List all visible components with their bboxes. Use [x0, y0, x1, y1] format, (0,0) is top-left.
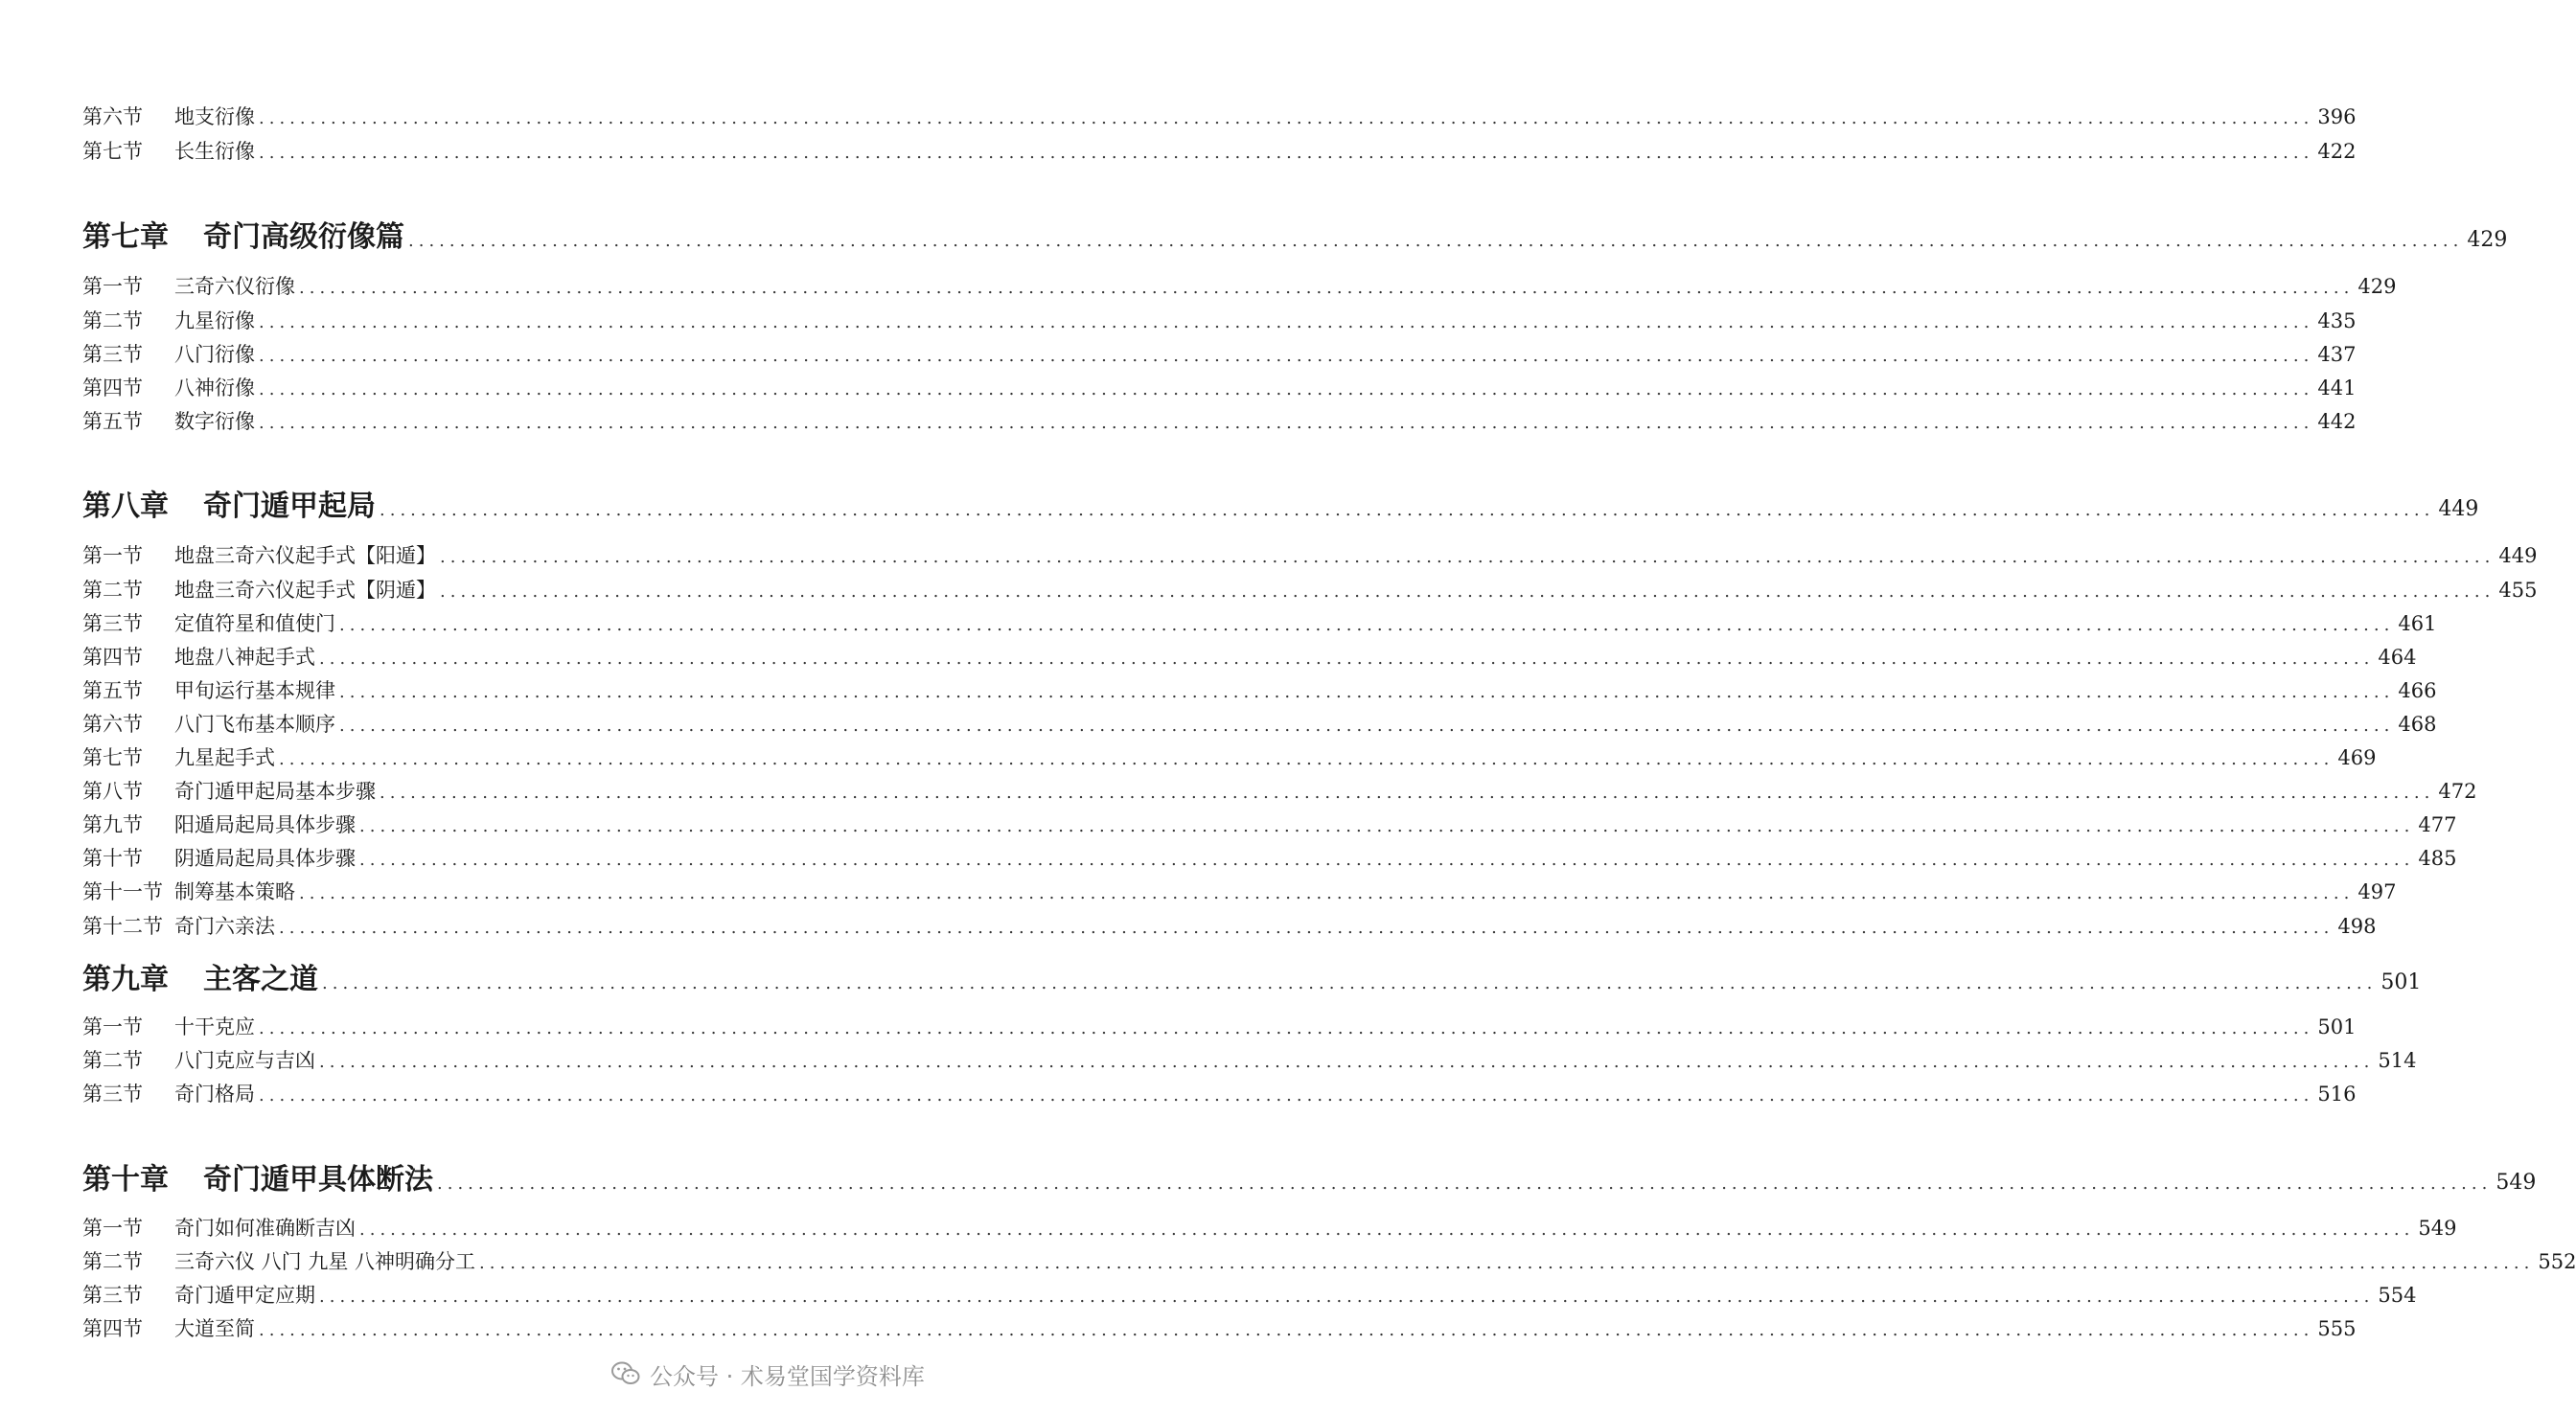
dot-leader: ........................................................................................................................................................................................................	[259, 1018, 2314, 1038]
entry-page-number: 477	[2418, 813, 2457, 836]
entry-page-number: 516	[2317, 1083, 2357, 1106]
entry-title: 八门衍像	[174, 343, 255, 366]
entry-number: 第三节	[82, 612, 143, 635]
dot-leader: ........................................................................................................................................................................................................	[259, 346, 2314, 366]
entry-page-number: 501	[2380, 970, 2422, 994]
entry-title: 八神衍像	[174, 376, 255, 399]
entry-page-number: 461	[2398, 612, 2437, 635]
toc-section-entry	[82, 406, 2357, 435]
entry-number: 第八章	[82, 490, 169, 523]
entry-number: 第一节	[82, 544, 143, 567]
toc-section-entry	[82, 1246, 2576, 1275]
dot-leader: ........................................................................................................................................................................................................	[437, 1174, 2493, 1194]
entry-title: 三奇六仪 八门 九星 八神明确分工	[174, 1250, 476, 1273]
entry-number: 第二节	[82, 1250, 143, 1273]
dot-leader: ........................................................................................................................................................................................................	[259, 1085, 2314, 1106]
toc-section-entry	[82, 102, 2357, 130]
entry-page-number: 429	[2358, 275, 2397, 298]
toc-chapter-entry	[82, 1155, 2537, 1197]
toc-section-entry	[82, 742, 2377, 771]
dot-leader: ........................................................................................................................................................................................................	[299, 883, 2355, 903]
toc-section-entry	[82, 877, 2397, 905]
dot-leader: ........................................................................................................................................................................................................	[479, 1253, 2535, 1273]
entry-number: 第十节	[82, 847, 143, 870]
entry-number: 第九节	[82, 813, 143, 836]
toc-section-entry	[82, 675, 2437, 704]
toc-section-entry	[82, 136, 2357, 165]
dot-leader: ........................................................................................................................................................................................................	[339, 716, 2395, 736]
dot-leader: ........................................................................................................................................................................................................	[380, 500, 2435, 520]
entry-number: 第七章	[82, 220, 169, 254]
dot-leader: ........................................................................................................................................................................................................	[359, 816, 2415, 836]
dot-leader: ........................................................................................................................................................................................................	[440, 582, 2496, 602]
entry-page-number: 396	[2317, 105, 2357, 128]
entry-number: 第六节	[82, 713, 143, 736]
entry-title: 长生衍像	[174, 140, 255, 163]
entry-title: 奇门六亲法	[174, 915, 275, 938]
entry-number: 第一节	[82, 275, 143, 298]
entry-page-number: 441	[2317, 376, 2357, 399]
entry-page-number: 549	[2496, 1171, 2537, 1195]
entry-number: 第一节	[82, 1015, 143, 1038]
dot-leader: ........................................................................................................................................................................................................	[359, 850, 2415, 870]
entry-number: 第五节	[82, 679, 143, 702]
watermark	[611, 1357, 925, 1391]
entry-number: 第十章	[82, 1163, 169, 1197]
entry-page-number: 501	[2317, 1015, 2357, 1038]
entry-number: 第三节	[82, 1284, 143, 1307]
toc-section-entry	[82, 608, 2437, 637]
toc-section-entry	[82, 1012, 2357, 1040]
toc-section-entry	[82, 911, 2377, 940]
entry-title: 奇门高级衍像篇	[203, 220, 404, 254]
dot-leader: ........................................................................................................................................................................................................	[259, 1320, 2314, 1340]
entry-number: 第一节	[82, 1217, 143, 1240]
dot-leader: ........................................................................................................................................................................................................	[339, 615, 2395, 635]
toc-section-entry	[82, 306, 2357, 334]
entry-page-number: 552	[2538, 1250, 2576, 1273]
entry-page-number: 472	[2438, 780, 2477, 803]
entry-title: 十干克应	[174, 1015, 255, 1038]
entry-title: 制筹基本策略	[174, 880, 295, 903]
entry-page-number: 485	[2418, 847, 2457, 870]
dot-leader: ........................................................................................................................................................................................................	[359, 1220, 2415, 1240]
entry-number: 第四节	[82, 1317, 143, 1340]
dot-leader: ........................................................................................................................................................................................................	[319, 1052, 2375, 1072]
entry-number: 第三节	[82, 1083, 143, 1106]
dot-leader: ........................................................................................................................................................................................................	[259, 143, 2314, 163]
watermark-text: 公众号 · 术易堂国学资料库	[650, 1362, 925, 1390]
dot-leader: ........................................................................................................................................................................................................	[259, 379, 2314, 399]
entry-number: 第五节	[82, 410, 143, 433]
toc-section-entry	[82, 575, 2538, 604]
dot-leader: ........................................................................................................................................................................................................	[408, 231, 2464, 251]
dot-leader: ........................................................................................................................................................................................................	[440, 547, 2496, 567]
toc-section-entry	[82, 1213, 2457, 1242]
entry-number: 第二节	[82, 309, 143, 332]
entry-page-number: 437	[2317, 343, 2357, 366]
entry-page-number: 449	[2438, 497, 2479, 521]
entry-title: 奇门格局	[174, 1083, 255, 1106]
dot-leader: ........................................................................................................................................................................................................	[259, 312, 2314, 332]
dot-leader: ........................................................................................................................................................................................................	[380, 783, 2435, 803]
entry-title: 九星衍像	[174, 309, 255, 332]
entry-title: 奇门遁甲具体断法	[203, 1163, 433, 1197]
toc-chapter-entry	[82, 213, 2508, 254]
entry-title: 奇门遁甲起局基本步骤	[174, 780, 376, 803]
entry-page-number: 429	[2467, 228, 2508, 252]
entry-number: 第十一节	[82, 880, 163, 903]
entry-page-number: 435	[2317, 309, 2357, 332]
entry-title: 阴遁局起局具体步骤	[174, 847, 356, 870]
entry-title: 地盘八神起手式	[174, 646, 315, 669]
entry-title: 三奇六仪衍像	[174, 275, 295, 298]
entry-title: 奇门如何准确断吉凶	[174, 1217, 356, 1240]
toc-section-entry	[82, 776, 2477, 805]
toc-section-entry	[82, 810, 2457, 838]
entry-page-number: 469	[2337, 746, 2377, 769]
entry-title: 主客之道	[203, 963, 318, 996]
entry-number: 第二节	[82, 1049, 143, 1072]
entry-number: 第七节	[82, 140, 143, 163]
entry-page-number: 514	[2378, 1049, 2417, 1072]
entry-title: 地支衍像	[174, 105, 255, 128]
toc-chapter-entry	[82, 482, 2479, 523]
toc-section-entry	[82, 843, 2457, 872]
entry-page-number: 449	[2498, 544, 2538, 567]
dot-leader: ........................................................................................................................................................................................................	[279, 749, 2334, 769]
toc-section-entry	[82, 709, 2437, 738]
dot-leader: ........................................................................................................................................................................................................	[339, 682, 2395, 702]
entry-number: 第二节	[82, 579, 143, 602]
entry-number: 第三节	[82, 343, 143, 366]
entry-number: 第十二节	[82, 915, 163, 938]
entry-title: 八门克应与吉凶	[174, 1049, 315, 1072]
entry-page-number: 555	[2317, 1317, 2357, 1340]
entry-page-number: 442	[2317, 410, 2357, 433]
toc-section-entry	[82, 540, 2538, 569]
dot-leader: ........................................................................................................................................................................................................	[279, 918, 2334, 938]
entry-page-number: 455	[2498, 579, 2538, 602]
entry-number: 第九章	[82, 963, 169, 996]
wechat-icon	[611, 1361, 640, 1386]
toc-section-entry	[82, 271, 2397, 300]
toc-section-entry	[82, 1045, 2417, 1074]
toc-section-entry	[82, 373, 2357, 401]
entry-number: 第六节	[82, 105, 143, 128]
entry-page-number: 549	[2418, 1217, 2457, 1240]
toc-section-entry	[82, 339, 2357, 368]
entry-page-number: 554	[2378, 1284, 2417, 1307]
entry-page-number: 497	[2358, 880, 2397, 903]
dot-leader: ........................................................................................................................................................................................................	[322, 973, 2378, 993]
entry-title: 甲旬运行基本规律	[174, 679, 335, 702]
entry-title: 大道至简	[174, 1317, 255, 1340]
entry-page-number: 498	[2337, 915, 2377, 938]
toc-section-entry	[82, 1079, 2357, 1107]
toc-section-entry	[82, 1280, 2417, 1309]
dot-leader: ........................................................................................................................................................................................................	[319, 1287, 2375, 1307]
entry-title: 地盘三奇六仪起手式【阳遁】	[174, 544, 436, 567]
entry-title: 数字衍像	[174, 410, 255, 433]
entry-title: 奇门遁甲定应期	[174, 1284, 315, 1307]
entry-number: 第八节	[82, 780, 143, 803]
entry-title: 奇门遁甲起局	[203, 490, 376, 523]
toc-chapter-entry	[82, 955, 2422, 996]
entry-title: 阳遁局起局具体步骤	[174, 813, 356, 836]
toc-section-entry	[82, 1313, 2357, 1342]
entry-number: 第七节	[82, 746, 143, 769]
toc-section-entry	[82, 642, 2417, 671]
dot-leader: ........................................................................................................................................................................................................	[259, 413, 2314, 433]
entry-title: 定值符星和值使门	[174, 612, 335, 635]
entry-page-number: 464	[2378, 646, 2417, 669]
entry-number: 第四节	[82, 646, 143, 669]
entry-title: 九星起手式	[174, 746, 275, 769]
entry-title: 八门飞布基本顺序	[174, 713, 335, 736]
entry-page-number: 422	[2317, 140, 2357, 163]
entry-page-number: 466	[2398, 679, 2437, 702]
entry-title: 地盘三奇六仪起手式【阴遁】	[174, 579, 436, 602]
dot-leader: ........................................................................................................................................................................................................	[299, 278, 2355, 298]
dot-leader: ........................................................................................................................................................................................................	[259, 108, 2314, 128]
entry-number: 第四节	[82, 376, 143, 399]
dot-leader: ........................................................................................................................................................................................................	[319, 649, 2375, 669]
entry-page-number: 468	[2398, 713, 2437, 736]
